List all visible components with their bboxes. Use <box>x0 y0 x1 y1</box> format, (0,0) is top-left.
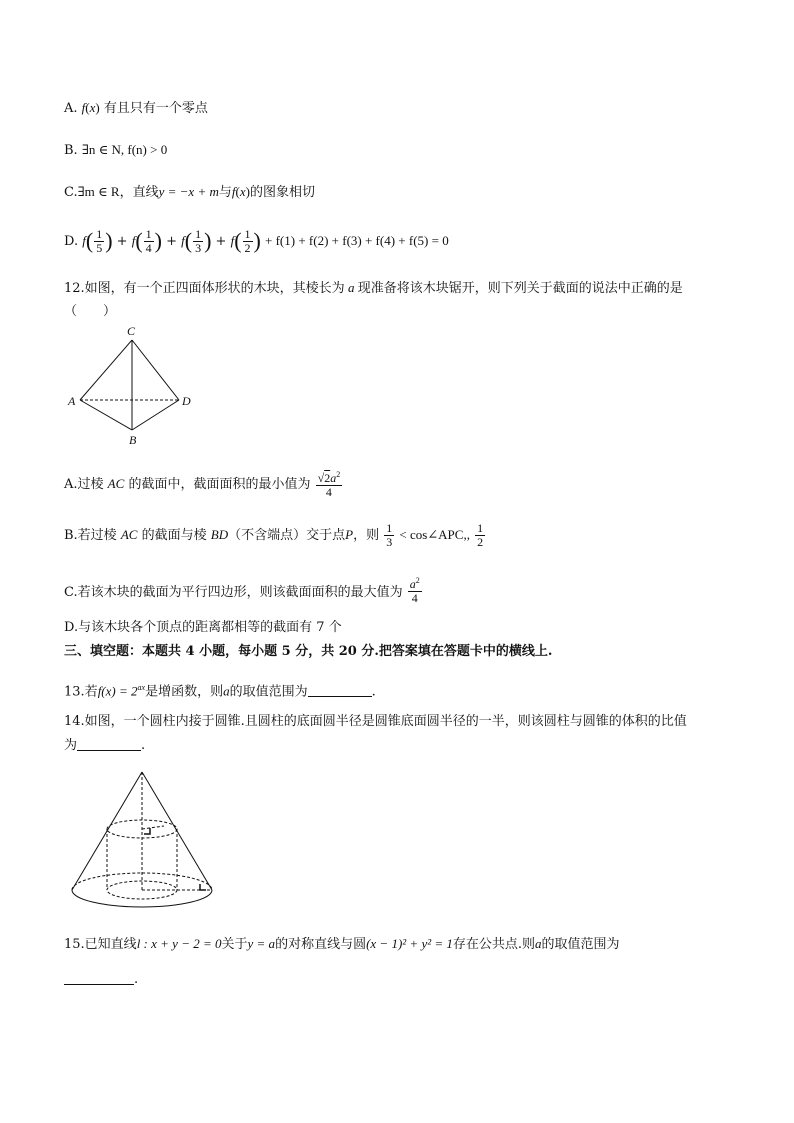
lparen: ( <box>184 228 193 253</box>
q15-mid2: 的对称直线与圆 <box>275 937 367 952</box>
q13-answer-blank[interactable] <box>308 682 372 697</box>
q15-circle-eq: (x − 1)² + y² = 1 <box>366 936 453 951</box>
q15-symmetry: y = a <box>247 936 276 951</box>
option-c-post: 与 <box>218 185 232 200</box>
q12-option-a <box>64 468 343 499</box>
q13-equation: f(x) = 2 <box>97 683 138 699</box>
rparen: ) <box>154 228 162 253</box>
vertex-c: C <box>127 324 136 338</box>
option-a-text: 有且只有一个零点 <box>103 101 208 116</box>
frac-1-2: $\frac{1}{2}$ <box>244 227 251 255</box>
edge-cd <box>132 340 179 400</box>
lparen: ( <box>85 228 94 253</box>
q12-answer-paren: （ ） <box>64 304 117 319</box>
q12-b-mid2: （不含端点）交于点 <box>228 528 346 543</box>
q15-answer-blank[interactable] <box>64 970 134 985</box>
q12-paren <box>64 302 116 322</box>
rparen: ) <box>105 228 113 253</box>
q12-stem <box>64 278 683 299</box>
paren-x: (x) <box>85 100 100 115</box>
option-c-post2: 的图象相切 <box>249 185 315 200</box>
edge-ca <box>80 340 132 400</box>
q14-answer-blank[interactable] <box>77 736 141 751</box>
q12-d-text: D.与该木块各个顶点的距离都相等的截面有 7 个 <box>64 620 342 635</box>
option-a <box>64 98 208 119</box>
frac-1-4: $\frac{1}{4}$ <box>145 227 152 255</box>
q15-line-eq: l : x + y − 2 = 0 <box>136 936 222 951</box>
f-symbol: f <box>230 233 235 248</box>
q13-pre: 13.若 <box>64 684 98 700</box>
q12-b-point: P <box>345 527 354 542</box>
q12-a-post: 的截面中，截面面积的最小值为 <box>128 477 311 492</box>
section-3-text: 三、填空题：本题共 4 小题，每小题 5 分，共 20 分.把答案填在答题卡中的横线上. <box>64 644 553 659</box>
option-c-quantifier: ∃m ∈ R <box>77 184 120 199</box>
q15-end: . <box>134 972 139 987</box>
option-d-tail: + f(1) + f(2) + f(3) + f(4) + f(5) = 0 <box>265 233 449 248</box>
q12-b-pre: B.若过棱 <box>64 528 117 543</box>
option-c-label: C. <box>64 185 78 200</box>
q14-text2: 为 <box>64 738 78 753</box>
q15-post2: 的取值范围为 <box>541 937 620 952</box>
vertex-a: A <box>68 394 76 408</box>
q15-post: 存在公共点.则 <box>452 937 536 952</box>
q12-c-text: C.若该木块的截面为平行四边形，则该截面面积的最大值为 <box>64 585 403 600</box>
q13-var: a <box>223 683 230 699</box>
q12-option-b <box>64 522 486 549</box>
q13 <box>64 678 376 702</box>
q14-line1 <box>64 712 687 732</box>
var-a: a <box>344 280 358 295</box>
option-a-label: A. <box>64 101 78 116</box>
vertex-b: B <box>129 433 137 447</box>
edge-ab <box>80 400 132 430</box>
f-symbol: f <box>181 233 185 248</box>
rparen: ) <box>204 228 212 253</box>
q12-b-edge2: BD <box>210 527 229 542</box>
q12-text: 12.如图，有一个正四面体形状的木块，其棱长为 <box>64 281 345 296</box>
fx-expression: f <box>231 184 236 199</box>
q15 <box>64 934 620 955</box>
tetrahedron-figure <box>64 322 204 447</box>
option-d-label: D. <box>64 234 79 249</box>
frac-1-5: $\frac{1}{5}$ <box>96 227 103 255</box>
fx-expression: f <box>81 100 86 115</box>
q12-option-d <box>64 618 342 638</box>
q12-a-pre: A.过棱 <box>64 477 104 492</box>
q14-end: . <box>141 738 146 753</box>
option-b <box>64 140 167 161</box>
frac-sqrt2-a2-over-4: $\frac{√2a^2}{4}$ <box>317 470 341 499</box>
q12-a-edge: AC <box>107 476 125 491</box>
option-c-equation: y = −x + m <box>158 184 219 199</box>
option-b-label: B. <box>64 143 78 158</box>
edge-bd <box>132 400 179 430</box>
q12-text2: 现准备将该木块锯开，则下列关于截面的说法中正确的是 <box>357 281 683 296</box>
q13-end: . <box>371 684 376 700</box>
right-angle-bottom <box>200 884 206 890</box>
cone-cylinder-figure <box>64 766 224 916</box>
f-symbol: f <box>82 233 86 248</box>
lparen: ( <box>234 228 242 253</box>
option-c <box>64 182 315 203</box>
q12-b-ineq: < cos∠APC,, <box>399 527 470 542</box>
q14-text: 14.如图，一个圆柱内接于圆锥.且圆柱的底面圆半径是圆锥底面圆半径的一半，则该圆柱与圆锥的体积的比值 <box>64 714 687 729</box>
q13-post: 的取值范围为 <box>229 684 308 700</box>
f-symbol: f <box>131 233 136 248</box>
frac-1-2-b: $\frac{1}{2}$ <box>477 521 484 549</box>
rparen: ) <box>253 228 261 253</box>
lparen: ( <box>135 228 143 253</box>
q12-b-edge1: AC <box>120 527 138 542</box>
q15-pre: 15.已知直线 <box>64 937 137 952</box>
paren-x: (x) <box>235 184 250 199</box>
q15-var: a <box>535 936 542 951</box>
vertex-d: D <box>182 394 191 408</box>
q12-b-post: ，则 <box>353 528 380 543</box>
section-3-heading <box>64 642 552 662</box>
frac-1-3: $\frac{1}{3}$ <box>195 227 202 255</box>
q15-answer-line <box>64 970 138 990</box>
option-c-mid: ，直线 <box>119 185 159 200</box>
q14-line2 <box>64 736 145 756</box>
q13-mid: 是增函数，则 <box>145 684 224 700</box>
q12-b-mid: 的截面与棱 <box>141 528 207 543</box>
option-d: D. f( $\frac{1}{5}$ ) + f( $\frac{1}{4}$ ) + f( $\frac{1}{3}$ ) + f( $\frac{1}{2}$ ) + f(1) + f(2) + f(3) + f(4) + f(5) = 0 <box>64 227 449 255</box>
frac-1-3-b: $\frac{1}{3}$ <box>386 521 393 549</box>
q12-option-c <box>64 574 423 605</box>
q13-exponent: ax <box>137 683 146 692</box>
frac-a2-over-4: $\frac{a^2}{4}$ <box>409 576 420 605</box>
cylinder-radius <box>142 826 164 829</box>
q15-mid: 关于 <box>221 937 248 952</box>
option-b-text: ∃n ∈ N, f(n) > 0 <box>81 142 168 157</box>
